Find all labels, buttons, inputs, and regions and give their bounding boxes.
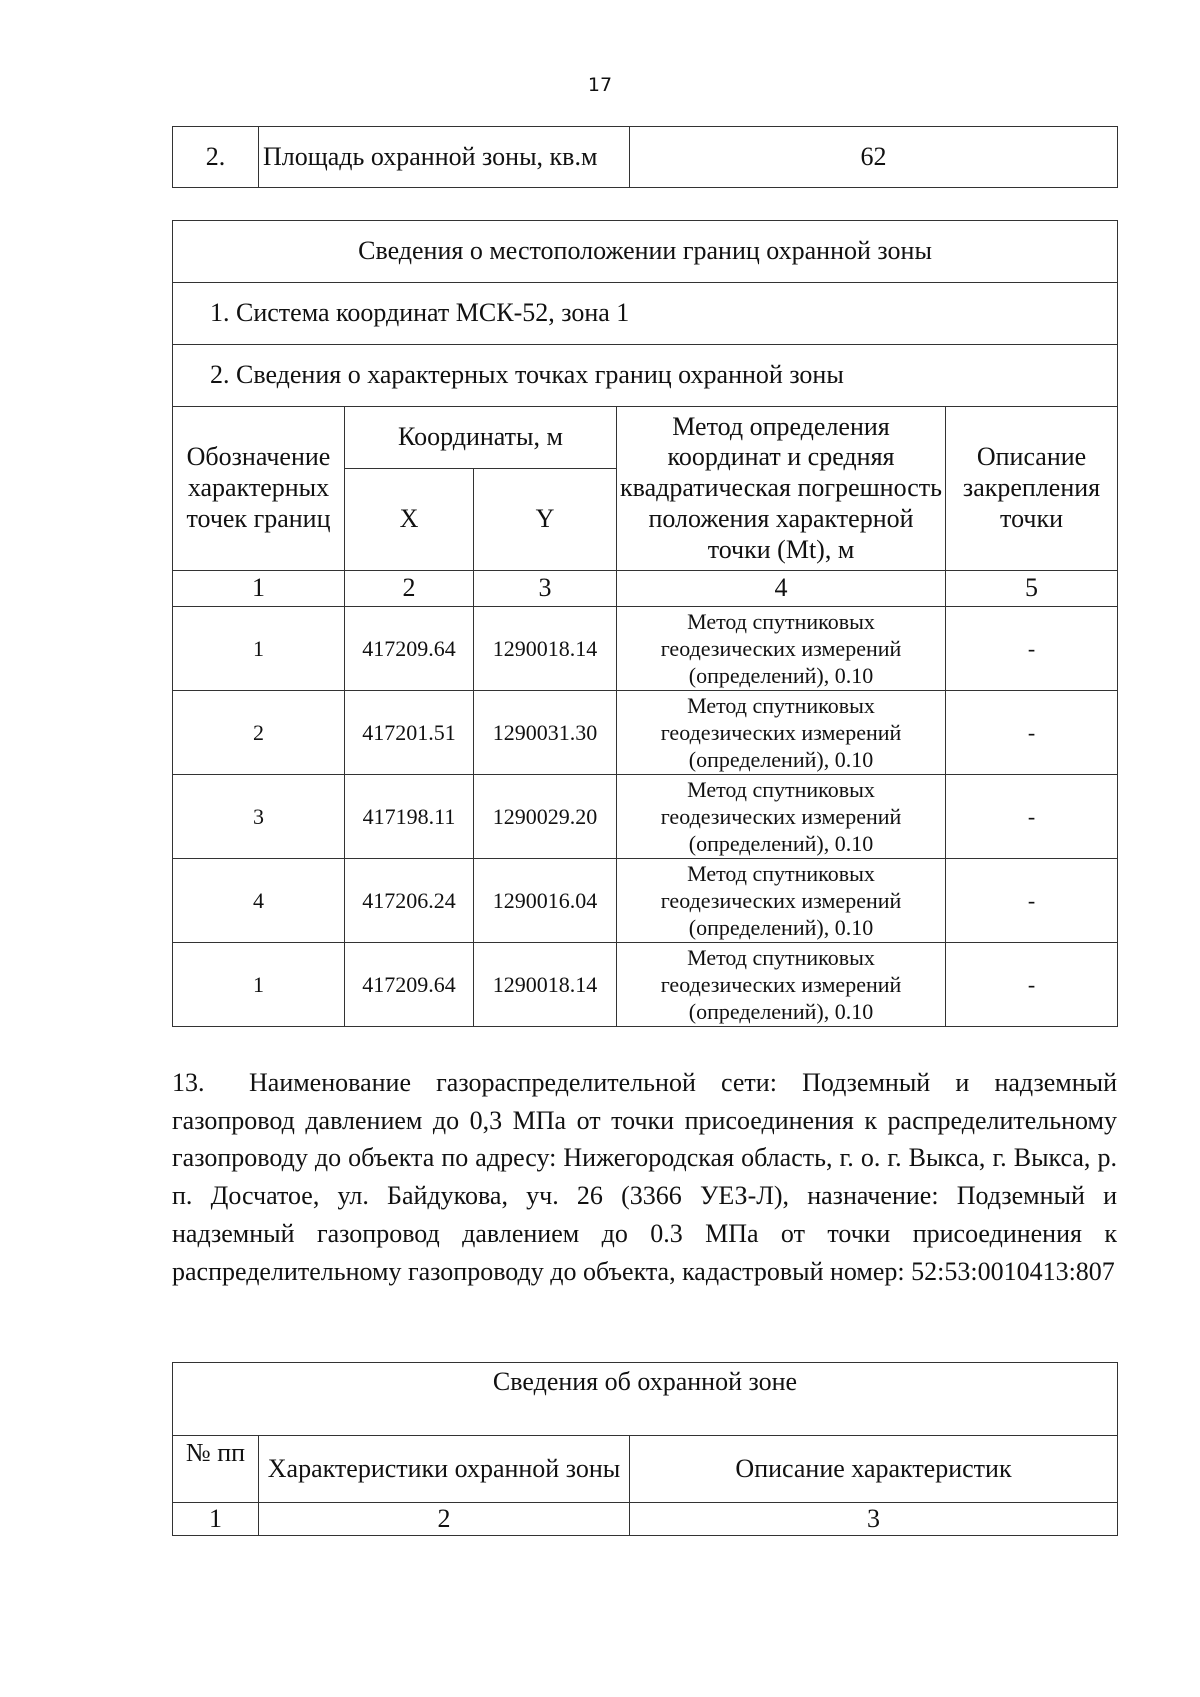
point-id: 4 xyxy=(173,859,345,943)
point-description: - xyxy=(946,943,1118,1027)
point-description: - xyxy=(946,607,1118,691)
paragraph-text: Наименование газораспределительной сети: Подземный и надземный газопровод давлением до 0,3 МПа от точки присоединения к распределительному газопроводу до объекта по адресу: Нижегородская область, г. о. г. Выкса, г. Выкса, р. п. Досчатое, ул. Байдукова, уч. 26 (3366 УЕЗ-Л), назначение: Подземный и надземный газопровод давлением до 0.3 МПа от точки присоединения к распределительному газопроводу до объекта, кадастровый номер: 52:53:0010413:807 xyxy=(172,1068,1117,1286)
point-x: 417198.11 xyxy=(345,775,474,859)
table-row xyxy=(173,127,1118,188)
column-number: 5 xyxy=(946,571,1118,607)
boundaries-title: Сведения о местоположении границ охранной зоны xyxy=(173,221,1118,283)
point-description: - xyxy=(946,859,1118,943)
point-y: 1290016.04 xyxy=(474,859,617,943)
point-y: 1290029.20 xyxy=(474,775,617,859)
header-description: Описание характеристик xyxy=(630,1436,1118,1503)
point-y: 1290031.30 xyxy=(474,691,617,775)
point-x: 417206.24 xyxy=(345,859,474,943)
network-paragraph xyxy=(172,1064,1117,1290)
point-description: - xyxy=(946,775,1118,859)
points-title: 2. Сведения о характерных точках границ охранной зоны xyxy=(173,345,1118,407)
header-num: № пп xyxy=(173,1436,259,1503)
column-number: 2 xyxy=(345,571,474,607)
table-row xyxy=(173,859,1118,943)
table-row xyxy=(173,1363,1118,1436)
table-row xyxy=(173,607,1118,691)
column-number: 2 xyxy=(259,1503,630,1536)
point-method: Метод спутниковых геодезических измерений (определений), 0.10 xyxy=(617,691,946,775)
point-id: 3 xyxy=(173,775,345,859)
zone-table xyxy=(172,1362,1118,1536)
header-method: Метод определения координат и средняя квадратическая погрешность положения характерной точки (Mt), м xyxy=(617,407,946,571)
point-method: Метод спутниковых геодезических измерений (определений), 0.10 xyxy=(617,943,946,1027)
header-x: X xyxy=(345,469,474,571)
column-number: 3 xyxy=(630,1503,1118,1536)
point-method: Метод спутниковых геодезических измерений (определений), 0.10 xyxy=(617,607,946,691)
header-y: Y xyxy=(474,469,617,571)
point-description: - xyxy=(946,691,1118,775)
zone-title: Сведения об охранной зоне xyxy=(173,1363,1118,1436)
boundaries-table xyxy=(172,220,1118,1027)
area-row-number: 2. xyxy=(173,127,259,188)
point-id: 1 xyxy=(173,943,345,1027)
header-coordinates: Координаты, м xyxy=(345,407,617,469)
header-characteristics: Характеристики охранной зоны xyxy=(259,1436,630,1503)
point-x: 417201.51 xyxy=(345,691,474,775)
table-row xyxy=(173,221,1118,283)
column-number: 4 xyxy=(617,571,946,607)
point-id: 2 xyxy=(173,691,345,775)
header-row xyxy=(173,407,1118,469)
coord-system: 1. Система координат МСК-52, зона 1 xyxy=(173,283,1118,345)
point-id: 1 xyxy=(173,607,345,691)
point-method: Метод спутниковых геодезических измерений (определений), 0.10 xyxy=(617,859,946,943)
column-number: 1 xyxy=(173,571,345,607)
point-x: 417209.64 xyxy=(345,943,474,1027)
column-number-row xyxy=(173,1503,1118,1536)
point-y: 1290018.14 xyxy=(474,943,617,1027)
area-table xyxy=(172,126,1118,188)
area-label: Площадь охранной зоны, кв.м xyxy=(259,127,630,188)
header-row xyxy=(173,1436,1118,1503)
area-value: 62 xyxy=(630,127,1118,188)
table-row xyxy=(173,943,1118,1027)
point-x: 417209.64 xyxy=(345,607,474,691)
table-row xyxy=(173,691,1118,775)
point-y: 1290018.14 xyxy=(474,607,617,691)
column-number: 3 xyxy=(474,571,617,607)
point-method: Метод спутниковых геодезических измерений (определений), 0.10 xyxy=(617,775,946,859)
table-row xyxy=(173,775,1118,859)
header-description: Описание закрепления точки xyxy=(946,407,1118,571)
column-number-row xyxy=(173,571,1118,607)
table-row xyxy=(173,345,1118,407)
paragraph-number: 13. xyxy=(172,1068,205,1097)
page-number: 17 xyxy=(587,74,613,96)
header-designation: Обозначение характерных точек границ xyxy=(173,407,345,571)
table-row xyxy=(173,283,1118,345)
column-number: 1 xyxy=(173,1503,259,1536)
